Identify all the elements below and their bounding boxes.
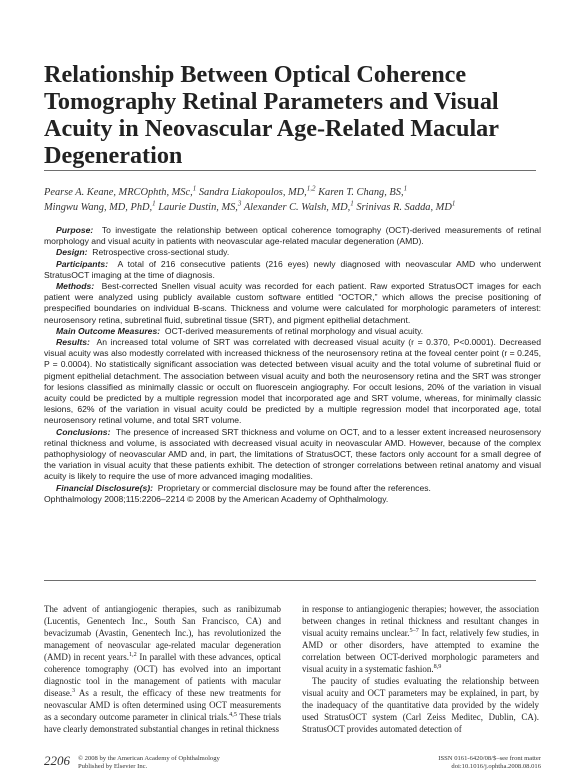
publisher-line: Published by Elsevier Inc. (78, 763, 148, 771)
abstract-disclosure (44, 483, 541, 494)
author-name: Pearse A. Keane, MRCOphth, MSc, (44, 187, 193, 198)
abstract-design (44, 247, 541, 258)
body-text: These trials have clearly demonstrated substantial changes in retinal thickness (44, 712, 282, 735)
page-number: 2206 (44, 753, 70, 768)
affiliation-marker: 1 (192, 184, 197, 193)
abstract-divider (44, 580, 536, 581)
author-line-2 (44, 200, 544, 215)
journal-citation: Ophthalmology 2008;115:2206–2214 © 2008 by the American Academy of Ophthalmology. (44, 493, 389, 504)
author-line-1 (44, 185, 544, 200)
abstract-outcome (44, 326, 541, 337)
section-text: The presence of increased SRT thickness and volume on OCT, and to a lesser extent increased neurosensory retinal thickness and volume, is associated with decreased visual acuity in neovascular AMD. However, because of the complex pathophysiology of neovascular AMD and, in part, the limitations of StratusOCT, these factors only account for a small degree of the variation in visual acuity that these patients exhibit. The detection of stronger correlations between retinal anatomy and visual acuity is likely to require the use of more advanced imaging modalities. (44, 426, 541, 482)
section-text: Proprietary or commercial disclosure may be found after the references. (157, 482, 431, 493)
section-label: Results: (56, 337, 90, 348)
reference-marker[interactable]: 1,2 (128, 651, 137, 659)
section-text: A total of 216 consecutive patients (216 eyes) newly diagnosed with neovascular AMD who underwent StratusOCT imaging at the time of diagnosis. (44, 258, 541, 280)
affiliation-marker: 1 (350, 199, 354, 208)
title-divider (44, 170, 536, 171)
affiliation-marker: 1,2 (306, 184, 316, 193)
body-column-left (44, 603, 281, 736)
body-text: In fact, relatively few studies, in AMD or other disorders, have attempted to examine the correlation between OCT-derived morphologic parameters and visual acuity in a systematic fashion. (302, 628, 539, 675)
body-text: in response to antiangiogenic therapies; however, the association between changes in retinal thickness and resultant changes in visual acuity remains unclear. (302, 604, 539, 639)
affiliation-marker: 3 (237, 199, 242, 208)
reference-marker[interactable]: 5–7 (409, 627, 419, 635)
body-paragraph (302, 603, 539, 675)
publisher-info (78, 755, 220, 772)
author-name: Mingwu Wang, MD, PhD, (44, 202, 153, 213)
author-name: Srinivas R. Sadda, MD (353, 202, 452, 213)
abstract (44, 225, 541, 505)
section-text: OCT-derived measurements of retinal morphology and visual acuity. (164, 325, 424, 336)
author-list (44, 185, 544, 215)
issn-info (438, 755, 541, 772)
author-name: Karen T. Chang, BS, (315, 187, 404, 198)
body-paragraph: The paucity of studies evaluating the relationship between visual acuity and OCT parameters may be explained, in part, by the inadequacy of the quantitative data provided by the widely used StratusOCT system (Carl Zeiss Meditec, Dublin, CA). StratusOCT provides automated detection of (302, 676, 539, 735)
section-text: Best-corrected Snellen visual acuity was recorded for each patient. Raw exported StratusOCT images for each patient were analyzed using publicly available custom software entitled “OCTOR,” which allows the precise positioning of prespecified boundaries on individual B-scans. Thickness and volume were calculated for morphologic parameters of interest: neurosensory retina, subretinal fluid, subretinal tissue (SRT), and pigment epithelial detachment. (44, 281, 541, 325)
section-label: Conclusions: (56, 426, 111, 437)
body-text: In parallel with these advances, optical coherence tomography (OCT) has evolved into an important diagnostic tool in the management of patients with macular disease. (44, 652, 281, 699)
section-label: Main Outcome Measures: (56, 325, 161, 336)
article-title: Relationship Between Optical Coherence Tomography Retinal Parameters and Visual Acuity in Neovascular Age-Related Macular Degeneration (44, 61, 499, 169)
section-label: Methods: (56, 281, 95, 292)
abstract-results (44, 337, 541, 427)
section-label: Design: (56, 247, 88, 258)
abstract-conclusions (44, 427, 541, 483)
affiliation-marker: 1 (451, 199, 456, 208)
body-paragraph (44, 603, 281, 736)
copyright-line: © 2008 by the American Academy of Ophthalmology (78, 755, 220, 762)
section-label: Purpose: (56, 225, 94, 235)
affiliation-marker: 1 (403, 184, 408, 193)
body-text: As a result, the efficacy of these new treatments for neovascular AMD is often determined using OCT measurements as a secondary outcome parameter in clinical trials. (44, 688, 281, 723)
section-label: Financial Disclosure(s): (56, 482, 153, 493)
affiliation-marker: 1 (152, 199, 156, 208)
issn-line: ISSN 0161-6420/08/$–see front matter (438, 755, 541, 762)
doi-line[interactable]: doi:10.1016/j.ophtha.2008.08.016 (451, 763, 541, 771)
section-text: To investigate the relationship between optical coherence tomography (OCT)-derived measurements of retinal morphology and visual acuity in patients with neovascular age-related macular degeneration (AMD). (44, 225, 541, 247)
author-name: Sandra Liakopoulos, MD, (196, 187, 307, 198)
abstract-participants (44, 259, 541, 281)
reference-marker[interactable]: 8,9 (433, 663, 442, 671)
section-label: Participants: (56, 258, 109, 269)
reference-marker[interactable]: 4,5 (229, 711, 237, 719)
section-text: Retrospective cross-sectional study. (92, 247, 230, 258)
author-name: Laurie Dustin, MS, (155, 202, 238, 213)
reference-marker[interactable]: 3 (72, 687, 76, 695)
abstract-purpose (44, 225, 541, 247)
page-footer (44, 753, 541, 779)
body-column-right (302, 603, 539, 736)
section-text: An increased total volume of SRT was correlated with decreased visual acuity (r = 0.370, P<0.0001). Decreased visual acuity was also modestly correlated with increased thickness of the neurosensory retina at the foveal center point (r = 0.245, P = 0.0004). No statistically significant association was detected between visual acuity and the total volume of subretinal fluid or pigment epithelial detachment. The association between visual acuity and both the neurosensory retina and the SRT was stronger for lesions classified as minimally classic or occult on fluorescein angiography. For occult lesions, 20% of the variation in visual acuity could be predicted by a multiple regression model that incorporated age and SRT volume, whereas, for minimally classic lesions, 62% of the variation in visual acuity could be predicted by a multiple regression model that incorporated age, total neurosensory retinal volume, and total SRT volume. (44, 337, 541, 426)
author-name: Alexander C. Walsh, MD, (241, 202, 351, 213)
body-text: The advent of antiangiogenic therapies, such as ranibizumab (Lucentis, Genentech Inc., South San Francisco, CA) and bevacizumab (Avastin, Genentech Inc.), has revolutionized the management of neovascular age-related macular degeneration (AMD) in recent years. (44, 604, 281, 663)
abstract-methods (44, 281, 541, 326)
